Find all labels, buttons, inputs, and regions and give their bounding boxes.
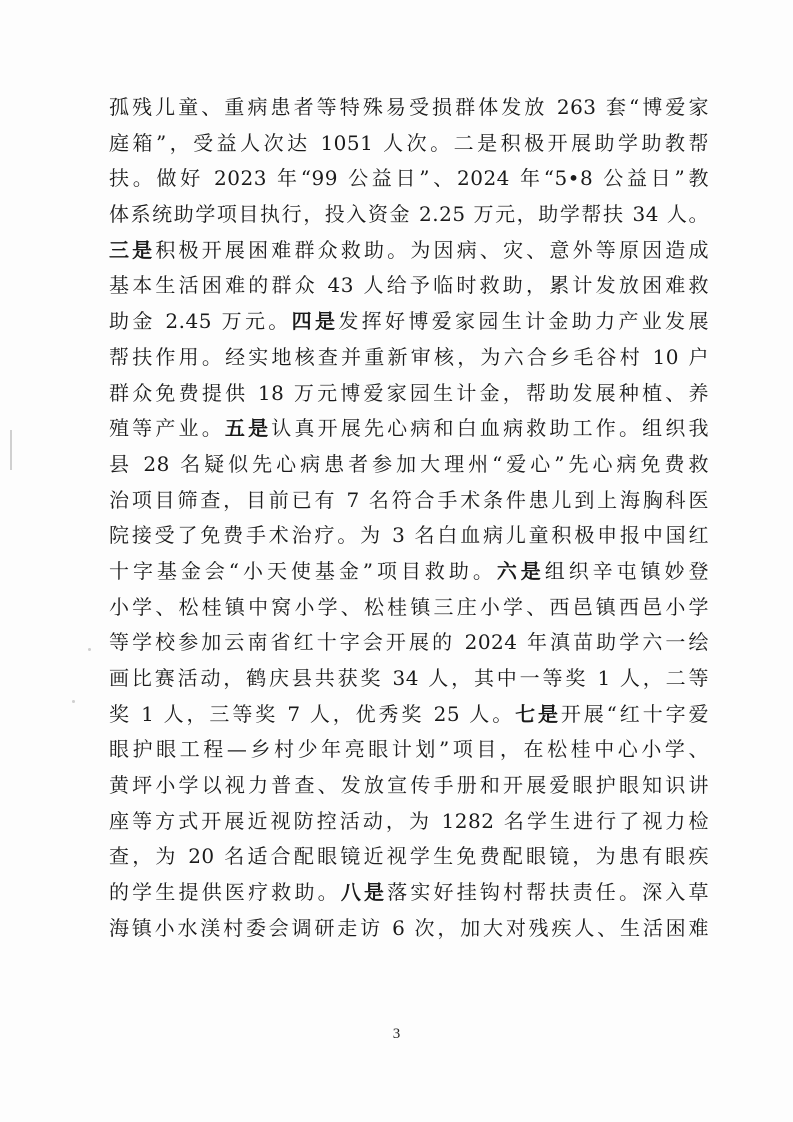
text-line-segment: 发挥好博爱家园生计金助力产业发展 <box>338 309 709 334</box>
text-line-segment: 群众免费提供 18 万元博爱家园生计金，帮助发展种植、养 <box>109 380 709 405</box>
text-line <box>109 554 709 590</box>
text-line <box>109 625 709 661</box>
text-line-segment: 庭箱”，受益人次达 1051 人次。二是积极开展助学助教帮 <box>109 130 709 155</box>
text-line-segment: 海镇小水渼村委会调研走访 6 次，加大对残疾人、生活困难 <box>109 915 709 940</box>
text-line <box>109 411 709 447</box>
text-line <box>109 268 709 304</box>
text-line-segment: 治项目筛查，目前已有 7 名符合手术条件患儿到上海胸科医 <box>109 487 709 512</box>
text-line <box>109 376 709 412</box>
text-line-segment: 眼护眼工程—乡村少年亮眼计划”项目，在松桂中心小学、 <box>109 737 709 762</box>
text-line-emphasis: 八是 <box>340 880 388 905</box>
text-line <box>109 197 709 233</box>
text-line-segment: 认真开展先心病和白血病救助工作。组织我 <box>271 416 710 441</box>
text-line <box>109 304 709 340</box>
text-line <box>109 661 709 697</box>
text-line-emphasis: 五是 <box>224 416 272 441</box>
text-line <box>109 161 709 197</box>
text-line-segment: 殖等产业。 <box>109 416 225 441</box>
text-line <box>109 233 709 269</box>
text-line <box>109 447 709 483</box>
text-line-segment: 体系统助学项目执行，投入资金 2.25 万元，助学帮扶 34 人。 <box>109 202 709 227</box>
text-line-emphasis: 四是 <box>291 309 339 334</box>
text-line-segment: 积极开展困难群众救助。为因病、灾、意外等原因造成 <box>155 237 710 262</box>
text-line-segment: 扶。做好 2023 年“99 公益日”、2024 年“5•8 公益日”教 <box>109 166 709 191</box>
text-line-segment: 帮扶作用。经实地核查并重新审核，为六合乡毛谷村 10 户 <box>109 344 709 369</box>
text-line-emphasis: 三是 <box>109 237 156 262</box>
text-line-segment: 小学、松桂镇中窝小学、松桂镇三庄小学、西邑镇西邑小学 <box>109 594 709 619</box>
text-line-segment: 十字基金会“小天使基金”项目救助。 <box>109 558 497 583</box>
text-line-segment: 等学校参加云南省红十字会开展的 2024 年滇苗助学六一绘 <box>109 630 709 655</box>
text-line <box>109 483 709 519</box>
text-line-segment: 黄坪小学以视力普查、发放宣传手册和开展爱眼护眼知识讲 <box>109 773 709 798</box>
body-text <box>109 90 709 947</box>
text-line-segment: 助金 2.45 万元。 <box>109 309 292 334</box>
text-line-emphasis: 六是 <box>496 558 545 583</box>
text-line <box>109 768 709 804</box>
text-line <box>109 804 709 840</box>
text-line-segment: 落实好挂钩村帮扶责任。深入草 <box>387 880 710 905</box>
text-line <box>109 911 709 947</box>
text-line-segment: 的学生提供医疗救助。 <box>109 880 341 905</box>
text-line <box>109 340 709 376</box>
text-line-segment: 奖 1 人，三等奖 7 人，优秀奖 25 人。 <box>109 701 516 726</box>
page-number: 3 <box>392 1026 401 1042</box>
text-line-segment: 孤残儿童、重病患者等特殊易受损群体发放 263 套“博爱家 <box>109 95 709 119</box>
scan-speck <box>72 700 75 703</box>
text-line <box>109 697 709 733</box>
text-line <box>109 126 709 162</box>
text-line-segment: 基本生活困难的群众 43 人给予临时救助，累计发放困难救 <box>109 273 709 298</box>
text-line-emphasis: 七是 <box>515 701 561 726</box>
text-line <box>109 90 709 126</box>
text-line <box>109 518 709 554</box>
text-line <box>109 839 709 875</box>
scan-edge-mark <box>10 430 12 470</box>
text-line-segment: 院接受了免费手术治疗。为 3 名白血病儿童积极申报中国红 <box>109 523 709 548</box>
text-line <box>109 590 709 626</box>
text-line-segment: 开展“红十字爱 <box>560 701 709 726</box>
text-line-segment: 组织辛屯镇妙登 <box>544 558 710 583</box>
text-line-segment: 座等方式开展近视防控活动，为 1282 名学生进行了视力检 <box>109 808 709 833</box>
text-line <box>109 875 709 911</box>
text-line-segment: 查，为 20 名适合配眼镜近视学生免费配眼镜，为患有眼疾 <box>109 844 709 869</box>
text-line-segment: 县 28 名疑似先心病患者参加大理州“爱心”先心病免费救 <box>109 451 709 476</box>
text-line-segment: 画比赛活动，鹤庆县共获奖 34 人，其中一等奖 1 人，二等 <box>109 666 709 690</box>
text-line <box>109 732 709 768</box>
scan-speck <box>88 648 91 651</box>
